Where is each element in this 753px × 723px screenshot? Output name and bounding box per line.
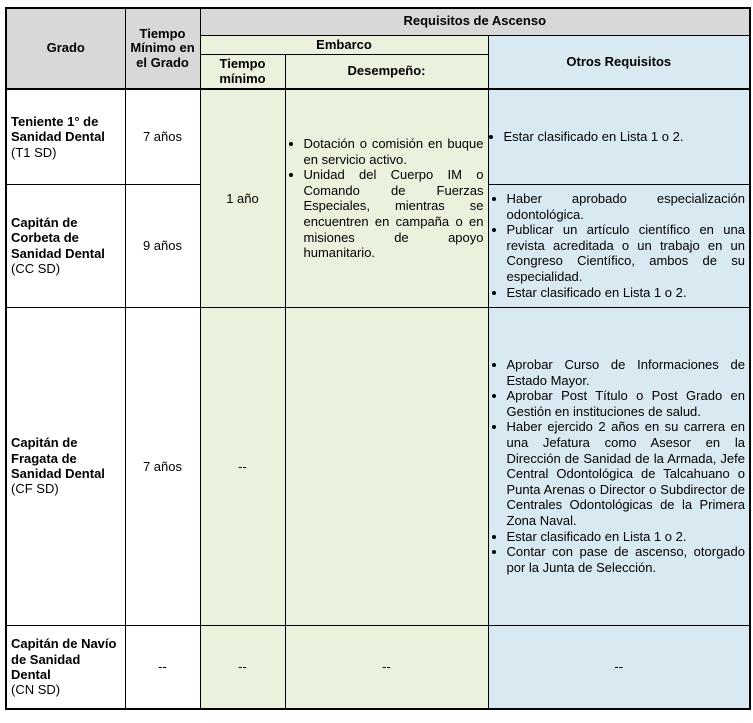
header-tiempo-minimo-en-el-grado: Tiempo Mínimo en el Grado bbox=[125, 8, 200, 89]
otros-requisitos-list bbox=[493, 129, 746, 145]
otros-requisitos-cfsd-cell bbox=[488, 307, 750, 625]
grado-cfsd-sigla: (CF SD) bbox=[11, 481, 59, 497]
desempeno-item: • Dotación o comisión en buque en servicio activo. bbox=[304, 136, 484, 167]
grado-cnsd-cell bbox=[6, 625, 125, 709]
requisito-item: • Aprobar Post Título o Post Grado en Gestión en instituciones de salud. bbox=[507, 388, 746, 419]
requisito-item: • Haber aprobado especialización odontológica. bbox=[507, 191, 746, 222]
otros-requisitos-list bbox=[493, 191, 746, 300]
grado-t1sd-cell bbox=[6, 89, 125, 184]
otros-requisitos-t1sd-cell bbox=[488, 89, 750, 184]
tiempo-grado-t1sd-cell: 7 años bbox=[125, 89, 200, 184]
requisito-item: • Estar clasificado en Lista 1 o 2. bbox=[507, 285, 746, 301]
embarco-tiempo-minimo-cfsd-cell: -- bbox=[200, 307, 285, 625]
requisito-item: • Estar clasificado en Lista 1 o 2. bbox=[504, 129, 746, 145]
embarco-tiempo-minimo-cnsd-cell: -- bbox=[200, 625, 285, 709]
desempeno-list bbox=[290, 136, 484, 261]
tiempo-grado-cnsd-cell: -- bbox=[125, 625, 200, 709]
otros-requisitos-cnsd-cell: -- bbox=[488, 625, 750, 709]
header-otros-requisitos: Otros Requisitos bbox=[488, 35, 750, 89]
grado-t1sd-sigla: (T1 SD) bbox=[11, 144, 57, 160]
requisito-item: • Contar con pase de ascenso, otorgado por la Junta de Selección. bbox=[507, 544, 746, 575]
requisito-item: • Estar clasificado en Lista 1 o 2. bbox=[507, 529, 746, 545]
requisito-item: • Aprobar Curso de Informaciones de Estado Mayor. bbox=[507, 357, 746, 388]
grado-ccsd-cell bbox=[6, 184, 125, 307]
embarco-desempeno-cfsd-cell bbox=[285, 307, 488, 625]
grado-ccsd-nombre: Capitán de Corbeta de Sanidad Dental bbox=[11, 214, 105, 261]
grado-cfsd-cell bbox=[6, 307, 125, 625]
grado-cfsd-nombre: Capitán de Fragata de Sanidad Dental bbox=[11, 435, 105, 482]
requisitos-ascenso-table bbox=[5, 7, 751, 710]
requisito-item: • Haber ejercido 2 años en su carrera en una Jefatura como Asesor en la Dirección de Sanidad de la Armada, Jefe Central Odontológica de Talcahuano o Punta Arenas o Director o Subdirector de Centrales Odontológicas de la Primera Zona Naval. bbox=[507, 419, 746, 528]
grado-cnsd-sigla: (CN SD) bbox=[11, 682, 61, 698]
header-tiempo-minimo-embarco: Tiempo mínimo bbox=[200, 55, 285, 90]
header-desempeno: Desempeño: bbox=[285, 55, 488, 90]
tiempo-grado-cfsd-cell: 7 años bbox=[125, 307, 200, 625]
embarco-desempeno-cnsd-cell: -- bbox=[285, 625, 488, 709]
embarco-desempeno-merged-cell bbox=[285, 89, 488, 307]
embarco-tiempo-minimo-merged-cell: 1 año bbox=[200, 89, 285, 307]
header-grado: Grado bbox=[6, 8, 125, 89]
header-embarco: Embarco bbox=[200, 35, 488, 55]
tiempo-grado-ccsd-cell: 9 años bbox=[125, 184, 200, 307]
desempeno-item: • Unidad del Cuerpo IM o Comando de Fuerzas Especiales, mientras se encuentren en campaña o en misiones de apoyo humanitario. bbox=[304, 167, 484, 261]
grado-ccsd-sigla: (CC SD) bbox=[11, 260, 61, 276]
requisito-item: • Publicar un artículo científico en una revista acreditada o un trabajo en un Congreso Científico, ambos de su especialidad. bbox=[507, 222, 746, 284]
otros-requisitos-list bbox=[493, 357, 746, 575]
otros-requisitos-ccsd-cell bbox=[488, 184, 750, 307]
grado-cnsd-nombre: Capitán de Navío de Sanidad Dental bbox=[11, 636, 117, 682]
grado-t1sd-nombre: Teniente 1° de Sanidad Dental bbox=[11, 113, 105, 145]
header-requisitos-de-ascenso: Requisitos de Ascenso bbox=[200, 8, 750, 35]
